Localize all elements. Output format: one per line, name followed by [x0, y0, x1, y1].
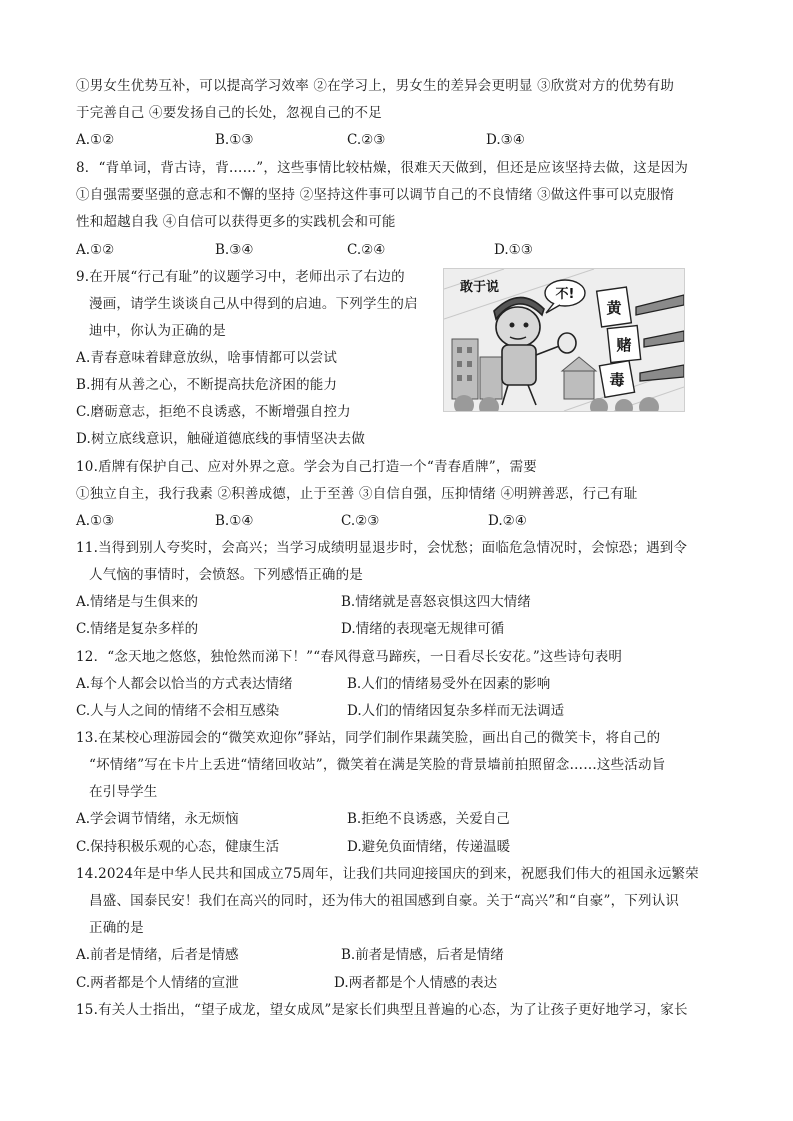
- cartoon-sign-1: 黄: [606, 299, 622, 317]
- cartoon-title: 敢于说: [460, 280, 500, 295]
- q11-option-a: A.情绪是与生俱来的: [76, 594, 199, 610]
- q8-statement-line-1: ①自强需要坚强的意志和不懈的坚持 ②坚持这件事可以调节自己的不良情绪 ③做这件事可以克服惰: [76, 187, 675, 203]
- q9-stem-line-3: 迪中，你认为正确的是: [89, 323, 226, 339]
- q13-option-a: A.学会调节情绪，永无烦恼: [76, 811, 239, 827]
- q9-option-c: C.磨砺意志，拒绝不良诱惑，不断增强自控力: [76, 404, 351, 420]
- q13-option-d: D.避免负面情绪，传递温暖: [347, 839, 511, 855]
- q14-option-a: A.前者是情绪，后者是情感: [76, 947, 239, 963]
- q12-option-a: A.每个人都会以恰当的方式表达情绪: [76, 676, 293, 692]
- q7-statement-line-2: 于完善自己 ④要发扬自己的长处，忽视自己的不足: [76, 105, 382, 121]
- q15-stem-line-1: 15.有关人士指出，“望子成龙，望女成凤”是家长们典型且普遍的心态，为了让孩子更好地学习，家长: [76, 1002, 688, 1018]
- q8-stem: 8．“背单词，背古诗，背……”，这些事情比较枯燥，很难天天做到，但还是应该坚持去做，这是因为: [76, 160, 689, 176]
- q11-stem-line-2: 人气恼的事情时，会愤怒。下列感悟正确的是: [89, 567, 363, 583]
- q10-option-c: C.②③: [341, 513, 380, 529]
- q8-option-c: C.②④: [347, 242, 386, 258]
- q14-stem-line-2: 昌盛、国泰民安！我们在高兴的同时，还为伟大的祖国感到自豪。关于“高兴”和“自豪”，下列认识: [89, 893, 680, 909]
- cartoon-drawing: [444, 269, 684, 411]
- q7-option-c: C.②③: [347, 132, 386, 148]
- cartoon-speech: 不!: [555, 287, 575, 302]
- cartoon-image: [443, 268, 685, 412]
- q12-option-b: B.人们的情绪易受外在因素的影响: [347, 676, 551, 692]
- q14-option-b: B.前者是情感，后者是情绪: [341, 947, 504, 963]
- q11-option-d: D.情绪的表现毫无规律可循: [341, 621, 505, 637]
- q7-option-d: D.③④: [486, 132, 525, 148]
- q10-option-b: B.①④: [215, 513, 254, 529]
- q11-option-b: B.情绪就是喜怒哀惧这四大情绪: [341, 594, 531, 610]
- q13-stem-line-1: 13.在某校心理游园会的“微笑欢迎你”驿站，同学们制作果蔬笑脸，画出自己的微笑卡，将自己的: [76, 730, 661, 746]
- q9-option-a: A.青春意味着肆意放纵，啥事情都可以尝试: [76, 350, 338, 366]
- q12-option-c: C.人与人之间的情绪不会相互感染: [76, 703, 280, 719]
- q7-option-a: A.①②: [76, 132, 115, 148]
- q10-option-a: A.①③: [76, 513, 115, 529]
- q8-option-d: D.①③: [494, 242, 533, 258]
- q8-option-b: B.③④: [215, 242, 254, 258]
- q12-stem: 12．“念天地之悠悠，独怆然而涕下！”“春风得意马蹄疾，一日看尽长安花。”这些诗句表明: [76, 649, 623, 665]
- q11-stem-line-1: 11.当得到别人夸奖时，会高兴；当学习成绩明显退步时，会忧愁；面临危急情况时，会惊恐；遇到令: [76, 540, 688, 556]
- q8-option-a: A.①②: [76, 242, 115, 258]
- q13-option-c: C.保持积极乐观的心态，健康生活: [76, 839, 280, 855]
- q9-option-d: D.树立底线意识，触碰道德底线的事情坚决去做: [76, 431, 366, 447]
- q10-stem: 10.盾牌有保护自己、应对外界之意。学会为自己打造一个“青春盾牌”，需要: [76, 459, 537, 475]
- cartoon-sign-2: 赌: [616, 336, 632, 354]
- q14-option-d: D.两者都是个人情感的表达: [334, 975, 498, 991]
- q13-stem-line-3: 在引导学生: [89, 784, 158, 800]
- q11-option-c: C.情绪是复杂多样的: [76, 621, 199, 637]
- q14-stem-line-1: 14.2024年是中华人民共和国成立75周年，让我们共同迎接国庆的到来，祝愿我们伟大的祖国永远繁荣: [76, 866, 699, 882]
- q7-statement-line-1: ①男女生优势互补，可以提高学习效率 ②在学习上，男女生的差异会更明显 ③欣赏对方的优势有助: [76, 78, 675, 94]
- q8-statement-line-2: 性和超越自我 ④自信可以获得更多的实践机会和可能: [76, 214, 396, 230]
- q14-stem-line-3: 正确的是: [89, 920, 144, 936]
- q12-option-d: D.人们的情绪因复杂多样而无法调适: [347, 703, 565, 719]
- q9-stem-line-2: 漫画，请学生谈谈自己从中得到的启迪。下列学生的启: [89, 296, 418, 312]
- q10-statements: ①独立自主，我行我素 ②积善成德，止于至善 ③自信自强，压抑情绪 ④明辨善恶，行己有耻: [76, 486, 638, 502]
- q9-option-b: B.拥有从善之心，不断提高扶危济困的能力: [76, 377, 338, 393]
- q13-stem-line-2: “坏情绪”写在卡片上丢进“情绪回收站”，微笑着在满是笑脸的背景墙前拍照留念……这些活动旨: [89, 757, 666, 773]
- q9-stem-line-1: 9.在开展“行己有耻”的议题学习中，老师出示了右边的: [76, 269, 405, 285]
- cartoon-sign-3: 毒: [609, 371, 625, 389]
- q7-option-b: B.①③: [215, 132, 254, 148]
- q13-option-b: B.拒绝不良诱惑，关爱自己: [347, 811, 510, 827]
- q10-option-d: D.②④: [488, 513, 527, 529]
- q14-option-c: C.两者都是个人情绪的宣泄: [76, 975, 239, 991]
